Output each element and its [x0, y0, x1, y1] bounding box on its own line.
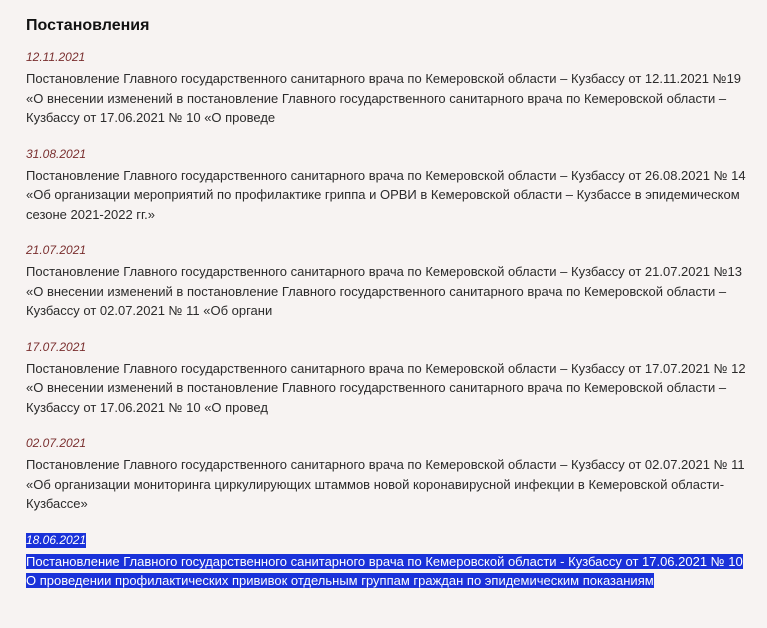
- decree-date: 31.08.2021: [26, 146, 87, 161]
- decree-date: 18.06.2021: [26, 532, 87, 547]
- decree-date: 02.07.2021: [26, 436, 87, 450]
- decree-link[interactable]: Постановление Главного государственного санитарного врача по Кемеровской области - Кузбассу от 17.06.2021 № 10 О проведении профилактических прививок отдельным группам граждан по эпидемическим показаниям: [26, 553, 743, 588]
- decree-date: 12.11.2021: [26, 50, 86, 64]
- decree-item-selected: [26, 531, 751, 590]
- decree-link[interactable]: Постановление Главного государственного санитарного врача по Кемеровской области – Кузбассу от 21.07.2021 №13 «О внесении изменений в постановление Главного государственного санитарного врача по Кемеровской области – Кузбассу от 02.07.2021 № 11 «Об органи: [26, 264, 742, 318]
- decree-link[interactable]: Постановление Главного государственного санитарного врача по Кемеровской области – Кузбассу от 26.08.2021 № 14 «Об организации мероприятий по профилактике гриппа и ОРВИ в Кемеровской области – Кузбассе в эпидемическом сезоне 2021-2022 гг.»: [26, 167, 746, 222]
- decree-link[interactable]: Постановление Главного государственного санитарного врача по Кемеровской области – Кузбассу от 17.07.2021 № 12 «О внесении изменений в постановление Главного государственного санитарного врача по Кемеровской области – Кузбассу от 17.06.2021 № 10 «О провед: [26, 360, 746, 415]
- decree-link[interactable]: Постановление Главного государственного санитарного врача по Кемеровской области – Кузбассу от 02.07.2021 № 11 «Об организации мониторинга циркулирующих штаммов новой коронавирусной инфекции в Кемеровской области-Кузбассе»: [26, 457, 745, 511]
- decree-date: 21.07.2021: [26, 243, 87, 257]
- decree-list: [26, 48, 751, 590]
- decree-item: [26, 241, 751, 321]
- decree-date: 17.07.2021: [26, 339, 87, 354]
- section-title: Постановления: [26, 17, 150, 34]
- decree-item: [26, 48, 751, 128]
- decree-link[interactable]: Постановление Главного государственного санитарного врача по Кемеровской области – Кузбассу от 12.11.2021 №19 «О внесении изменений в постановление Главного государственного санитарного врача по Кемеровской области – Кузбассу от 17.06.2021 № 10 «О проведе: [26, 71, 742, 125]
- decree-item: [26, 338, 751, 418]
- decree-item: [26, 434, 751, 514]
- decree-item: [26, 145, 751, 225]
